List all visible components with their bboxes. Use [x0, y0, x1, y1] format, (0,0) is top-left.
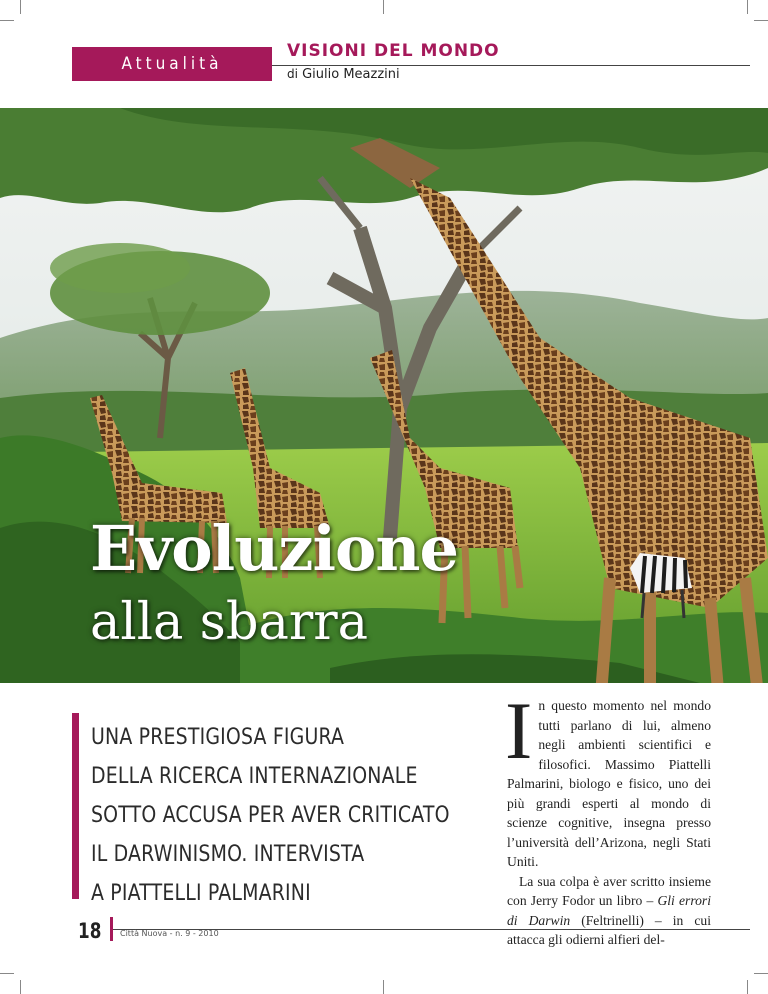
lead-paragraph	[91, 718, 450, 913]
body-text: (Feltrinelli) – in cui attacca gli odierni alfieri del-	[507, 912, 711, 947]
lead-accent-bar	[72, 713, 79, 899]
article-body	[505, 685, 711, 950]
crop-mark	[383, 980, 384, 994]
lead-line: SOTTO ACCUSA PER AVER CRITICATO	[91, 803, 450, 828]
crop-mark	[747, 0, 748, 14]
body-text: La sua colpa è aver scritto insieme con Jerry Fodor un libro –	[507, 873, 711, 908]
lead-line: UNA PRESTIGIOSA FIGURA	[91, 725, 345, 750]
crop-mark	[754, 20, 768, 21]
page-number: 18	[78, 919, 102, 943]
header-rule	[272, 65, 750, 66]
body-paragraph	[505, 685, 711, 872]
body-text: n questo momento nel mondo tutti parlano di lui, almeno negli ambienti scientifici e filosofici. Massimo Piattelli Palmarini, biologo e fisico, uno dei più grandi esperti al mondo di scienze cognitive, insegna presso l’università dell’Arizona, negli Stati Uniti.	[507, 698, 711, 869]
lead-line: IL DARWINISMO. INTERVISTA	[91, 842, 365, 867]
dropcap: I	[505, 685, 533, 776]
issue-info: Città Nuova - n. 9 - 2010	[120, 929, 219, 938]
headline-sub: alla sbarra	[90, 593, 369, 652]
section-tag: Attualità	[72, 47, 272, 81]
crop-mark	[20, 980, 21, 994]
crop-mark	[0, 973, 14, 974]
crop-mark	[0, 20, 14, 21]
crop-mark	[383, 0, 384, 14]
byline-prefix: di	[287, 67, 298, 81]
lead-line: DELLA RICERCA INTERNAZIONALE	[91, 764, 418, 789]
byline	[287, 67, 400, 82]
crop-mark	[754, 973, 768, 974]
column-title: VISIONI DEL MONDO	[287, 41, 500, 61]
author-name: Giulio Meazzini	[302, 67, 400, 82]
headline-main: Evoluzione	[90, 512, 458, 585]
lead-line: A PIATTELLI PALMARINI	[91, 881, 311, 906]
body-paragraph	[507, 872, 711, 950]
crop-mark	[747, 980, 748, 994]
crop-mark	[20, 0, 21, 14]
book-title: Gli errori di Darwin	[507, 893, 711, 928]
